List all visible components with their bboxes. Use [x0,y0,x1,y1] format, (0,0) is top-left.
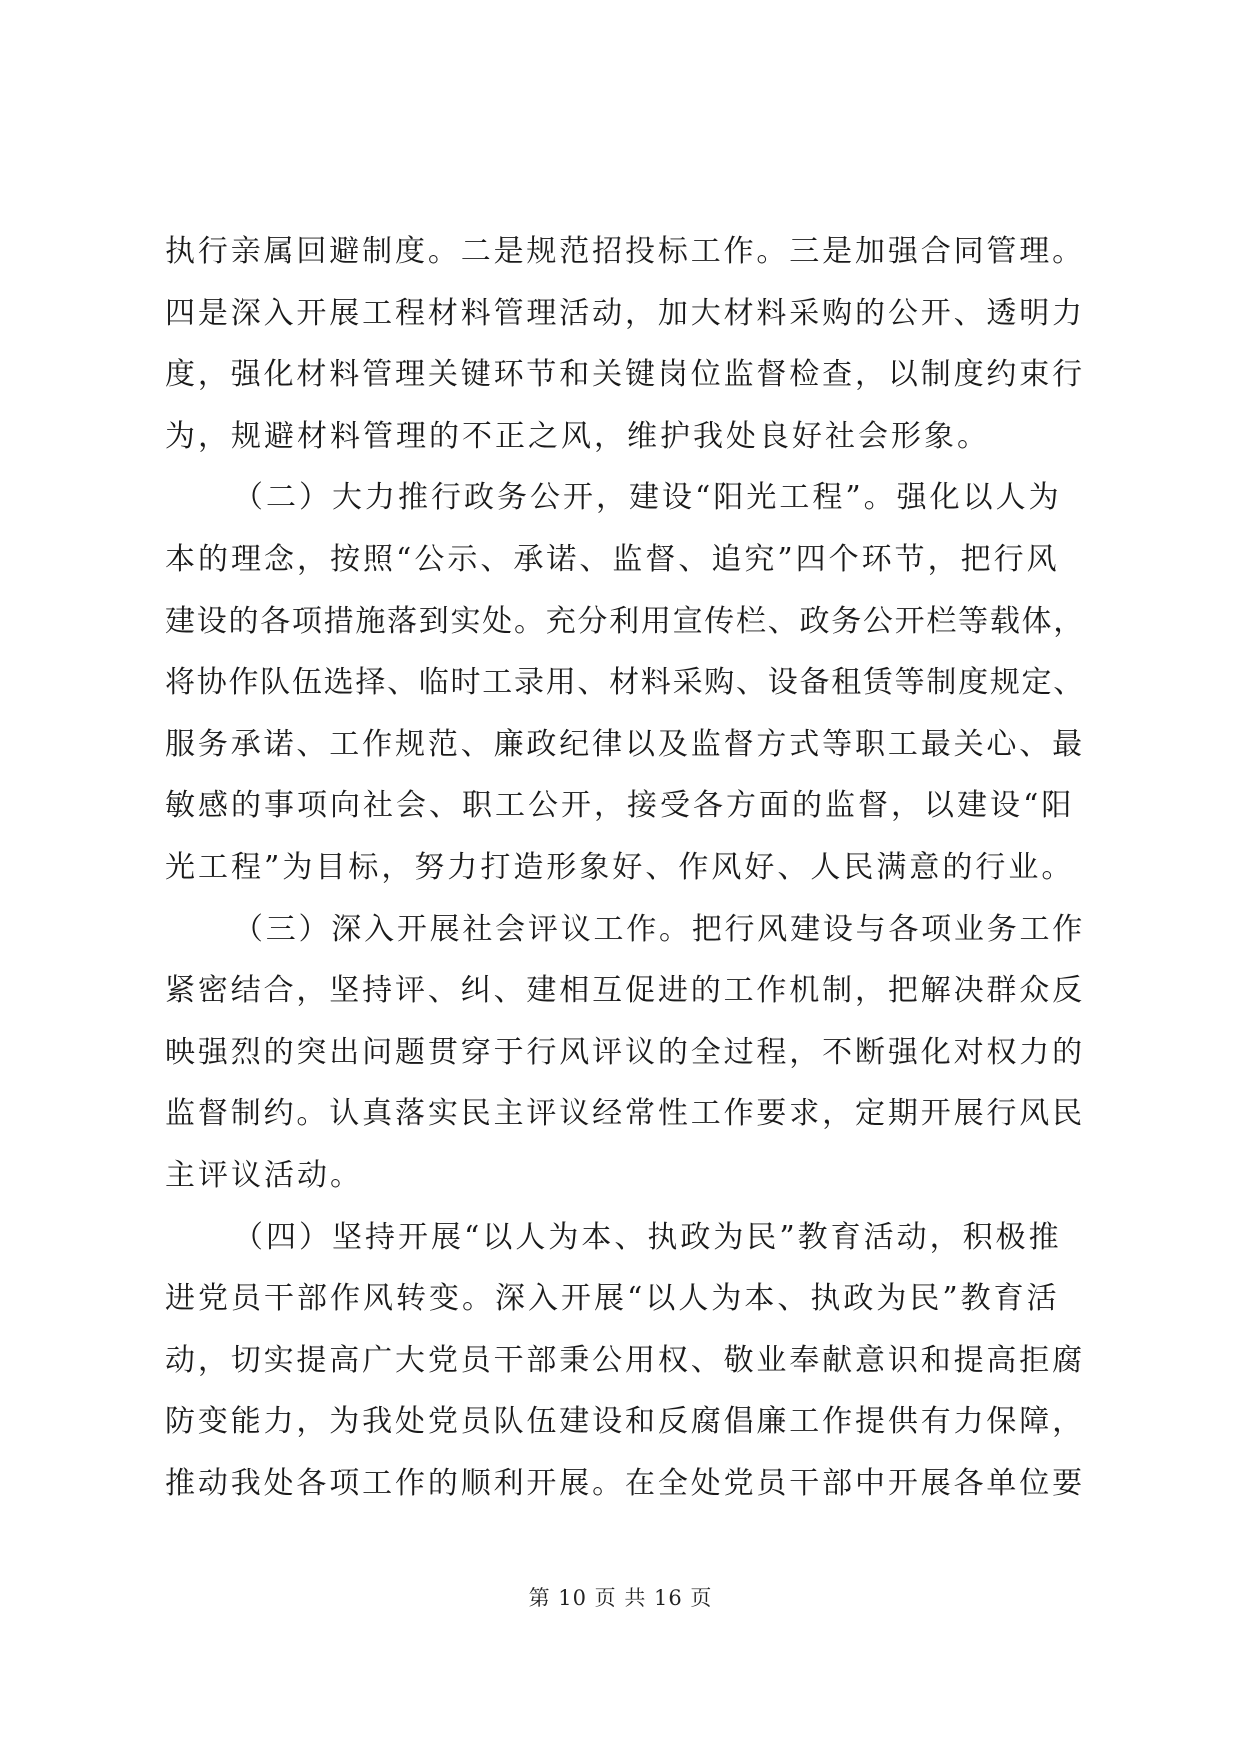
page-number-footer: 第 10 页 共 16 页 [528,1586,713,1610]
body-text [165,221,1085,1514]
paragraph-start-line: （四）坚持开展“以人为本、执政为民”教育活动，积极推 [233,1219,1062,1255]
text-line: 建设的各项措施落到实处。充分利用宣传栏、政务公开栏等载体， [165,603,1085,639]
text-line: 防变能力，为我处党员队伍建设和反腐倡廉工作提供有力保障， [165,1404,1085,1440]
text-line: 紧密结合，坚持评、纠、建相互促进的工作机制，把解决群众反 [165,973,1085,1009]
paragraph-start-line: （二）大力推行政务公开，建设“阳光工程”。强化以人为 [233,480,1062,516]
text-line: 主评议活动。 [165,1157,363,1193]
text-line: 监督制约。认真落实民主评议经常性工作要求，定期开展行风民 [165,1096,1085,1132]
text-line: 度，强化材料管理关键环节和关键岗位监督检查，以制度约束行 [165,357,1085,393]
paragraph-start-line: （三）深入开展社会评议工作。把行风建设与各项业务工作 [233,911,1085,947]
text-line: 映强烈的突出问题贯穿于行风评议的全过程，不断强化对权力的 [165,1034,1085,1070]
text-line: 敏感的事项向社会、职工公开，接受各方面的监督，以建设“阳 [165,788,1075,824]
text-line: 四是深入开展工程材料管理活动，加大材料采购的公开、透明力 [165,295,1085,331]
text-line: 执行亲属回避制度。二是规范招投标工作。三是加强合同管理。 [165,234,1085,269]
text-line: 为，规避材料管理的不正之风，维护我处良好社会形象。 [165,418,990,454]
text-line: 光工程”为目标，努力打造形象好、作风好、人民满意的行业。 [165,849,1075,885]
text-line: 本的理念，按照“公示、承诺、监督、追究”四个环节，把行风 [165,541,1060,577]
text-line: 进党员干部作风转变。深入开展“以人为本、执政为民”教育活 [165,1281,1060,1317]
text-line: 动，切实提高广大党员干部秉公用权、敬业奉献意识和提高拒腐 [165,1342,1085,1378]
text-line: 将协作队伍选择、临时工录用、材料采购、设备租赁等制度规定、 [165,665,1085,701]
text-line: 推动我处各项工作的顺利开展。在全处党员干部中开展各单位要 [165,1465,1085,1501]
text-line: 服务承诺、工作规范、廉政纪律以及监督方式等职工最关心、最 [165,726,1085,762]
